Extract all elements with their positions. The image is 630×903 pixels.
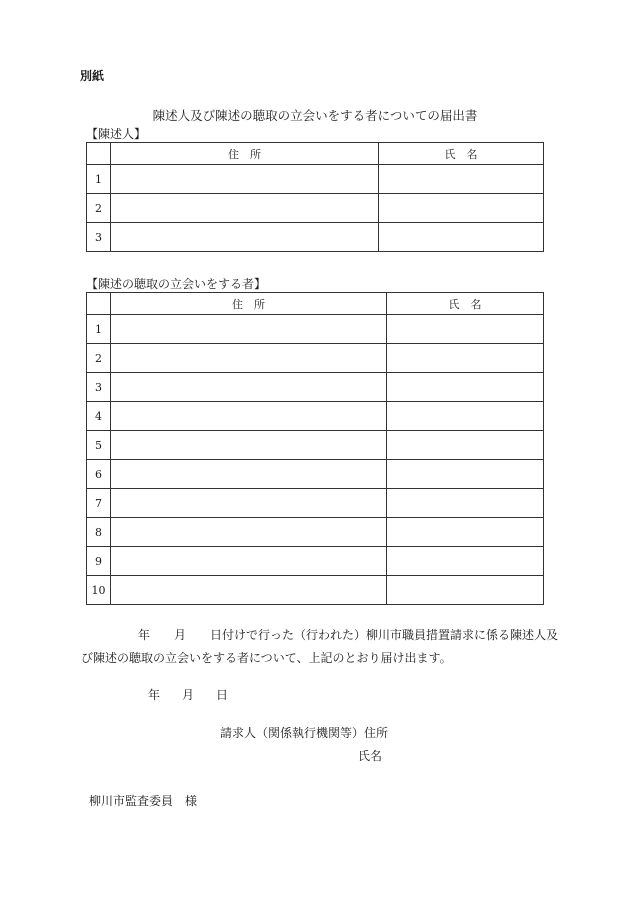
table-row [87,431,544,460]
address-cell[interactable] [111,518,387,547]
address-cell[interactable] [111,431,387,460]
address-cell[interactable] [111,460,387,489]
row-number: 2 [87,344,111,373]
statement-text: 日付けで行った（行われた）柳川市職員措置請求に係る陳述人及 [210,628,559,642]
name-cell[interactable] [387,489,544,518]
header-name: 氏 名 [387,293,544,315]
address-cell[interactable] [111,194,379,223]
address-cell[interactable] [111,547,387,576]
row-number: 1 [87,165,111,194]
section-heading-statement-persons: 【陳述人】 [86,127,147,141]
address-cell[interactable] [111,344,387,373]
statement-year: 年 [138,628,151,642]
name-cell[interactable] [379,194,544,223]
date-line [148,686,228,703]
witnesses-table [86,292,544,605]
address-cell[interactable] [111,373,387,402]
address-cell[interactable] [111,576,387,605]
name-cell[interactable] [387,402,544,431]
table-row [87,315,544,344]
row-number: 8 [87,518,111,547]
header-name: 氏 名 [379,143,544,165]
name-cell[interactable] [387,315,544,344]
table-row [87,576,544,605]
row-number: 1 [87,315,111,344]
table-row [87,373,544,402]
statement-line-1 [138,626,558,643]
header-address: 住 所 [111,293,387,315]
header-number-cell [87,293,111,315]
table-row [87,165,544,194]
row-number: 5 [87,431,111,460]
row-number: 2 [87,194,111,223]
document-title: 陳述人及び陳述の聴取の立会いをする者についての届出書 [152,108,478,123]
name-cell[interactable] [387,460,544,489]
section-heading-witnesses: 【陳述の聴取の立会いをする者】 [86,277,267,291]
table-header-row [87,293,544,315]
name-cell[interactable] [387,373,544,402]
name-cell[interactable] [387,431,544,460]
address-cell[interactable] [111,165,379,194]
table-row [87,344,544,373]
date-day: 日 [216,688,229,702]
row-number: 6 [87,460,111,489]
statement-line-2: び陳述の聴取の立会いをする者について、上記のとおり届け出ます。 [81,651,452,665]
date-month: 月 [182,688,195,702]
name-cell[interactable] [387,344,544,373]
requester-address-label: 請求人（関係執行機関等）住所 [220,726,389,740]
row-number: 9 [87,547,111,576]
header-address: 住 所 [111,143,379,165]
address-cell[interactable] [111,315,387,344]
name-cell[interactable] [387,518,544,547]
table-row [87,460,544,489]
name-cell[interactable] [379,223,544,252]
table-row [87,223,544,252]
row-number: 3 [87,223,111,252]
table-row [87,518,544,547]
table-header-row [87,143,544,165]
name-cell[interactable] [379,165,544,194]
address-cell[interactable] [111,489,387,518]
row-number: 3 [87,373,111,402]
address-cell[interactable] [111,402,387,431]
table-row [87,194,544,223]
row-number: 10 [87,576,111,605]
table-row [87,402,544,431]
address-cell[interactable] [111,223,379,252]
date-year: 年 [148,688,161,702]
requester-name-label: 氏名 [358,749,383,763]
name-cell[interactable] [387,576,544,605]
table-row [87,547,544,576]
header-number-cell [87,143,111,165]
name-cell[interactable] [387,547,544,576]
row-number: 4 [87,402,111,431]
annex-label: 別紙 [80,69,105,83]
row-number: 7 [87,489,111,518]
statement-month: 月 [174,628,187,642]
addressee: 柳川市監査委員 様 [89,794,198,808]
statement-persons-table [86,142,544,252]
table-row [87,489,544,518]
